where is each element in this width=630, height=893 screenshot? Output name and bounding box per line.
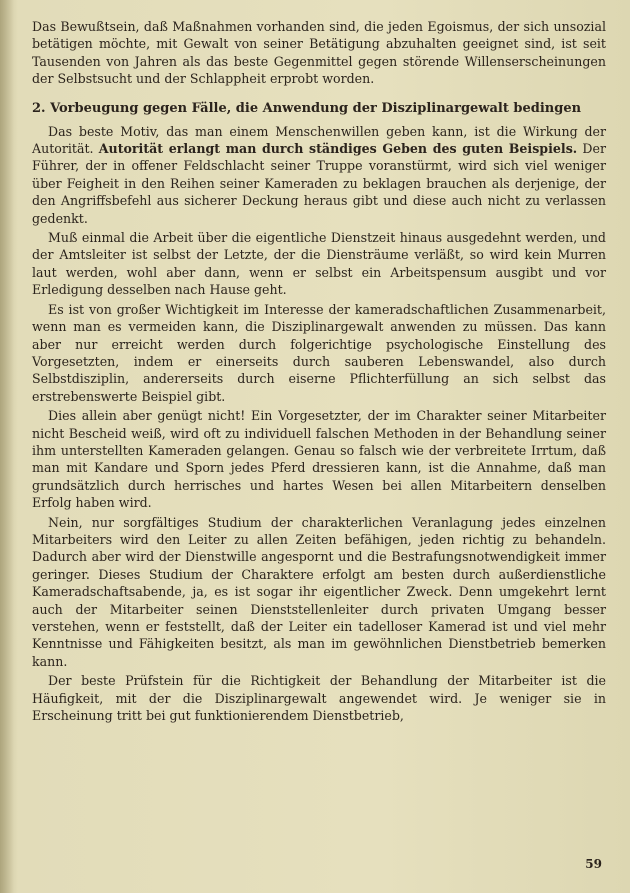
paragraph-character: Dies allein aber genügt nicht! Ein Vorgesetzter, der im Charakter seiner Mitarbeiter nicht Bescheid weiß, wird oft zu individuell falschen Methoden in der Behandlung seiner ihm unterstellten Kameraden gelangen. Genau so falsch wie der verbreitete Irrtum, daß man mit Kandare und Sporn jedes Pferd dressieren kann, ist die Annahme, daß man grundsätzlich durch herrisches und hartes Wesen bei allen Mitarbeitern denselben Erfolg haben wird. xyxy=(32,408,606,511)
section-heading xyxy=(32,100,606,117)
paragraph-cooperation: Es ist von großer Wichtigkeit im Interesse der kameradschaftlichen Zusammenarbeit, wenn man es vermeiden kann, die Disziplinargewalt anwenden zu müssen. Das kann aber nur erreicht werden durch folgerichtige psychologische Einstellung des Vorgesetzten, indem er einerseits durch sauberen Lebenswandel, also durch Selbstdisziplin, andererseits durch eiserne Pflichterfüllung an sich selbst das erstrebenswerte Beispiel gibt. xyxy=(32,301,606,404)
page-gutter-shadow xyxy=(0,0,14,893)
paragraph-authority-end: Der Führer, der in offener Feldschlacht seiner Truppe voranstürmt, wird sich viel weniger über Feigheit in den Reihen seiner Kameraden zu beklagen brauchen als derjenige, der den Angriffsbefehl aus sicherer Deckung heraus gibt und diese auch nicht zu verlassen gedenkt. xyxy=(32,141,606,226)
paragraph-authority-emphasis: Autorität erlangt man durch ständiges Geben des guten Beispiels. xyxy=(98,141,578,157)
paragraph-intro: Das Bewußtsein, daß Maßnahmen vorhanden sind, die jeden Egoismus, der sich unsozial betätigen möchte, mit Gewalt von seiner Betätigung abzuhalten geeignet sind, ist seit Tausenden von Jahren als das beste Gegenmittel gegen störende Willenserscheinungen der Selbstsucht und der Schlappheit erprobt worden. xyxy=(32,19,606,87)
page-number: 59 xyxy=(585,857,602,871)
section-title: Vorbeugung gegen Fälle, die Anwendung der Disziplinargewalt bedingen xyxy=(50,100,582,116)
paragraph-touchstone: Der beste Prüfstein für die Richtigkeit der Behandlung der Mitarbeiter ist die Häufigkeit, mit der die Disziplinargewalt angewendet wird. Je weniger sie in Erscheinung tritt bei gut funktionierendem Dienstbetrieb, xyxy=(32,673,606,724)
paragraph-overtime: Muß einmal die Arbeit über die eigentliche Dienstzeit hinaus ausgedehnt werden, und der Amtsleiter ist selbst der Letzte, der die Diensträume verläßt, so wird kein Murren laut werden, wohl aber dann, wenn er selbst ein Arbeitspensum ausgibt und vor Erledigung desselben nach Hause geht. xyxy=(32,230,606,298)
paragraph-authority-start: Das beste Motiv, das man einem Menschenwillen geben kann, ist die Wirkung der Autorität. xyxy=(32,123,606,157)
paragraph-study: Nein, nur sorgfältiges Studium der charakterlichen Veranlagung jedes einzelnen Mitarbeiters wird den Leiter zu allen Zeiten befähigen, jeden richtig zu behandeln. Dadurch aber wird der Dienstwille angespornt und die Bestrafungsnotwendigkeit immer geringer. Dieses Studium der Charaktere erfolgt am besten durch außerdienstliche Kameradschaftsabende, ja, es ist sogar ihr eigentlicher Zweck. Denn umgekehrt lernt auch der Mitarbeiter seinen Dienststellenleiter durch privaten Umgang besser verstehen, wenn er feststellt, daß der Leiter ein tadelloser Kamerad ist und viel mehr Kenntnisse und Fähigkeiten besitzt, als man im gewöhnlichen Dienstbetrieb bemerken kann. xyxy=(32,514,606,669)
section-number: 2. xyxy=(32,100,46,116)
paragraph-authority xyxy=(32,123,606,227)
